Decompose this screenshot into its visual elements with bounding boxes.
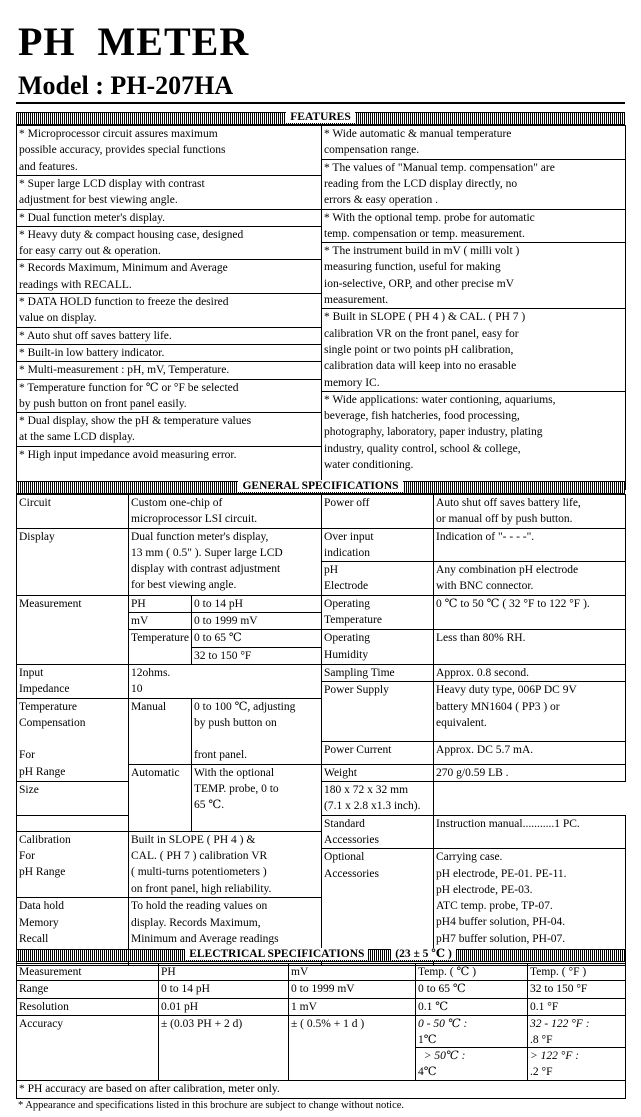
- title-underline: [16, 102, 625, 104]
- ophum-value: Less than 80% RH.: [434, 630, 626, 665]
- col-ph: PH: [159, 964, 289, 981]
- current-value: Approx. DC 5.7 mA.: [434, 742, 626, 765]
- feature-item: * Multi-measurement : pH, mV, Temperature.: [17, 362, 321, 379]
- electrode-value: Any combination pH electrode with BNC connector.: [434, 562, 626, 596]
- feature-item: * The instrument build in mV ( milli volt ) measuring function, useful for making ion-selective, ORP, and other precise mV measurement.: [322, 243, 625, 309]
- feature-item: * The values of "Manual temp. compensation" are reading from the LCD display directly, no errors & easy operation .: [322, 159, 625, 209]
- accuracy-f-range2: > 122 °F :: [530, 1049, 580, 1062]
- current-label: Power Current: [322, 742, 434, 765]
- size-label: Size: [17, 782, 129, 816]
- opt-value: Carrying case. pH electrode, PE-01. PE-11. pH electrode, PE-03. ATC temp. probe, TP-07. pH4 buffer solution, PH-04. pH7 buffer solution, PH-07.: [434, 849, 626, 966]
- features-table: [16, 125, 626, 490]
- meas-temp: Temperature: [129, 630, 192, 665]
- weight-value: 270 g/0.59 LB .: [434, 764, 626, 781]
- feature-item: * Records Maximum, Minimum and Average readings with RECALL.: [17, 260, 321, 294]
- weight-label: Weight: [322, 764, 434, 781]
- supply-value: Heavy duty type, 006P DC 9V battery MN1604 ( PP3 ) or equivalent.: [434, 682, 626, 742]
- optemp-value: 0 ℃ to 50 ℃ ( 32 °F to 122 °F ).: [434, 595, 626, 630]
- supply-label: Power Supply: [322, 682, 434, 742]
- input-value: 12ohms. 10: [129, 664, 322, 698]
- calibration-label: Calibration For pH Range: [17, 831, 129, 898]
- tempcomp-auto-value: With the optional TEMP. probe, 0 to 65 ℃.: [192, 764, 322, 831]
- range-temp-f: 32 to 150 °F: [528, 981, 626, 998]
- feature-item: * DATA HOLD function to freeze the desired value on display.: [17, 294, 321, 328]
- circuit-value: Custom one-chip of microprocessor LSI circuit.: [129, 495, 322, 529]
- range-mv: 0 to 1999 mV: [289, 981, 416, 998]
- col-mv: mV: [289, 964, 416, 981]
- electrical-header-band: [16, 949, 625, 962]
- accuracy-ph: ± (0.03 PH + 2 d): [159, 1015, 289, 1081]
- feature-item: * Built in SLOPE ( PH 4 ) & CAL. ( PH 7 ) calibration VR on the front panel, easy for single point or two points pH calibration, calibration data will keep into no erasable memory IC.: [322, 309, 625, 391]
- datahold-value: To hold the reading values on display. Records Maximum, Minimum and Average readings: [129, 898, 322, 966]
- display-label: Display: [17, 528, 129, 595]
- feature-item: * With the optional temp. probe for automatic temp. compensation or temp. measurement.: [322, 209, 625, 243]
- feature-item: * Dual display, show the pH & temperature values at the same LCD display.: [17, 413, 321, 447]
- features-left-list: [17, 126, 321, 489]
- feature-item: * Dual function meter's display.: [17, 209, 321, 226]
- accuracy-c-value1: 1℃: [418, 1034, 437, 1047]
- feature-item: * Auto shut off saves battery life.: [17, 327, 321, 344]
- meas-ph-range: 0 to 14 pH: [192, 595, 322, 612]
- poweroff-value: Auto shut off saves battery life, or manual off by push button.: [434, 495, 626, 529]
- meas-mv-range: 0 to 1999 mV: [192, 613, 322, 630]
- accuracy-f-value2: .2 °F: [530, 1066, 553, 1079]
- general-header: GENERAL SPECIFICATIONS: [238, 480, 402, 492]
- electrode-label: pH Electrode: [322, 562, 434, 596]
- overinput-label: Over input indication: [322, 528, 434, 562]
- resolution-label: Resolution: [17, 998, 159, 1015]
- resolution-temp-f: 0.1 °F: [528, 998, 626, 1015]
- tempcomp-auto: Automatic: [129, 764, 192, 831]
- range-temp-c: 0 to 65 ℃: [416, 981, 528, 998]
- std-label: Standard Accessories: [322, 815, 434, 849]
- sampling-label: Sampling Time: [322, 664, 434, 681]
- model-number: Model : PH-207HA: [18, 71, 234, 100]
- measurement-label: Measurement: [17, 595, 129, 664]
- features-header-band: [16, 112, 625, 125]
- accuracy-f-value1: .8 °F: [530, 1034, 553, 1047]
- meas-mv: mV: [129, 613, 192, 630]
- feature-item: * High input impedance avoid measuring error.: [17, 446, 321, 489]
- col-temp-c: Temp. ( ℃ ): [416, 964, 528, 981]
- input-label: Input Impedance: [17, 664, 129, 698]
- resolution-ph: 0.01 pH: [159, 998, 289, 1015]
- optemp-label: Operating Temperature: [322, 595, 434, 630]
- tempcomp-manual: Manual: [129, 698, 192, 764]
- sampling-value: Approx. 0.8 second.: [434, 664, 626, 681]
- col-temp-f: Temp. ( °F ): [528, 964, 626, 981]
- col-measurement: Measurement: [17, 964, 159, 981]
- general-header-band: [16, 481, 625, 494]
- poweroff-label: Power off: [322, 495, 434, 529]
- size-value: 180 x 72 x 32 mm (7.1 x 2.8 x1.3 inch).: [322, 782, 434, 816]
- page-title: PH METER: [18, 19, 250, 64]
- accuracy-f-range1: 32 - 122 °F :: [530, 1017, 590, 1030]
- resolution-temp-c: 0.1 ℃: [416, 998, 528, 1015]
- ophum-label: Operating Humidity: [322, 630, 434, 665]
- accuracy-label: Accuracy: [17, 1015, 159, 1081]
- feature-item: * Microprocessor circuit assures maximum possible accuracy, provides special functions and features.: [17, 126, 321, 176]
- accuracy-c-range1: 0 - 50 ℃ :: [418, 1017, 468, 1030]
- electrical-spec-table: [16, 963, 626, 1099]
- electrical-header: ELECTRICAL SPECIFICATIONS: [185, 948, 368, 960]
- overinput-value: Indication of "- - - -".: [434, 528, 626, 562]
- feature-item: * Wide automatic & manual temperature compensation range.: [322, 126, 625, 159]
- opt-label: Optional Accessories: [322, 849, 434, 966]
- meas-temp-f: 32 to 150 °F: [192, 647, 322, 664]
- range-label: Range: [17, 981, 159, 998]
- feature-item: * Wide applications: water contioning, aquariums, beverage, fish hatcheries, food processing, photography, laboratory, paper industry, plating industry, quality control, school & college, water conditioning.: [322, 391, 625, 482]
- accuracy-c-range2: > 50℃ :: [418, 1049, 466, 1062]
- std-value: Instruction manual...........1 PC.: [434, 815, 626, 849]
- display-value: Dual function meter's display, 13 mm ( 0.5" ). Super large LCD display with contrast adjustment for best viewing angle.: [129, 528, 322, 595]
- accuracy-c-value2: 4℃: [418, 1066, 437, 1079]
- circuit-label: Circuit: [17, 495, 129, 529]
- datahold-label: Data hold Memory Recall: [17, 898, 129, 966]
- feature-item: * Super large LCD display with contrast adjustment for best viewing angle.: [17, 176, 321, 210]
- calibration-value: Built in SLOPE ( PH 4 ) & CAL. ( PH 7 ) calibration VR ( multi-turns potentiometers ) on front panel, high reliability.: [129, 831, 322, 898]
- meas-temp-c: 0 to 65 ℃: [192, 630, 322, 647]
- feature-item: * Temperature function for ℃ or °F be selected by push button on front panel easily.: [17, 379, 321, 413]
- tempcomp-label: Temperature Compensation For pH Range: [17, 698, 129, 781]
- accuracy-mv: ± ( 0.5% + 1 d ): [289, 1015, 416, 1081]
- electrical-note: * PH accuracy are based on after calibration, meter only.: [17, 1081, 626, 1098]
- features-right-list: [322, 126, 625, 482]
- range-ph: 0 to 14 pH: [159, 981, 289, 998]
- feature-item: * Built-in low battery indicator.: [17, 344, 321, 361]
- meas-ph: PH: [129, 595, 192, 612]
- electrical-condition: (23 ± 5 ℃ ): [391, 948, 456, 960]
- footer-disclaimer: * Appearance and specifications listed in this brochure are subject to change without notice.: [18, 1100, 405, 1111]
- resolution-mv: 1 mV: [289, 998, 416, 1015]
- tempcomp-manual-value: 0 to 100 ℃, adjusting by push button on front panel.: [192, 698, 322, 764]
- features-header: FEATURES: [286, 111, 355, 123]
- general-spec-table: [16, 494, 626, 966]
- feature-item: * Heavy duty & compact housing case, designed for easy carry out & operation.: [17, 226, 321, 260]
- empty-cell: [17, 815, 129, 831]
